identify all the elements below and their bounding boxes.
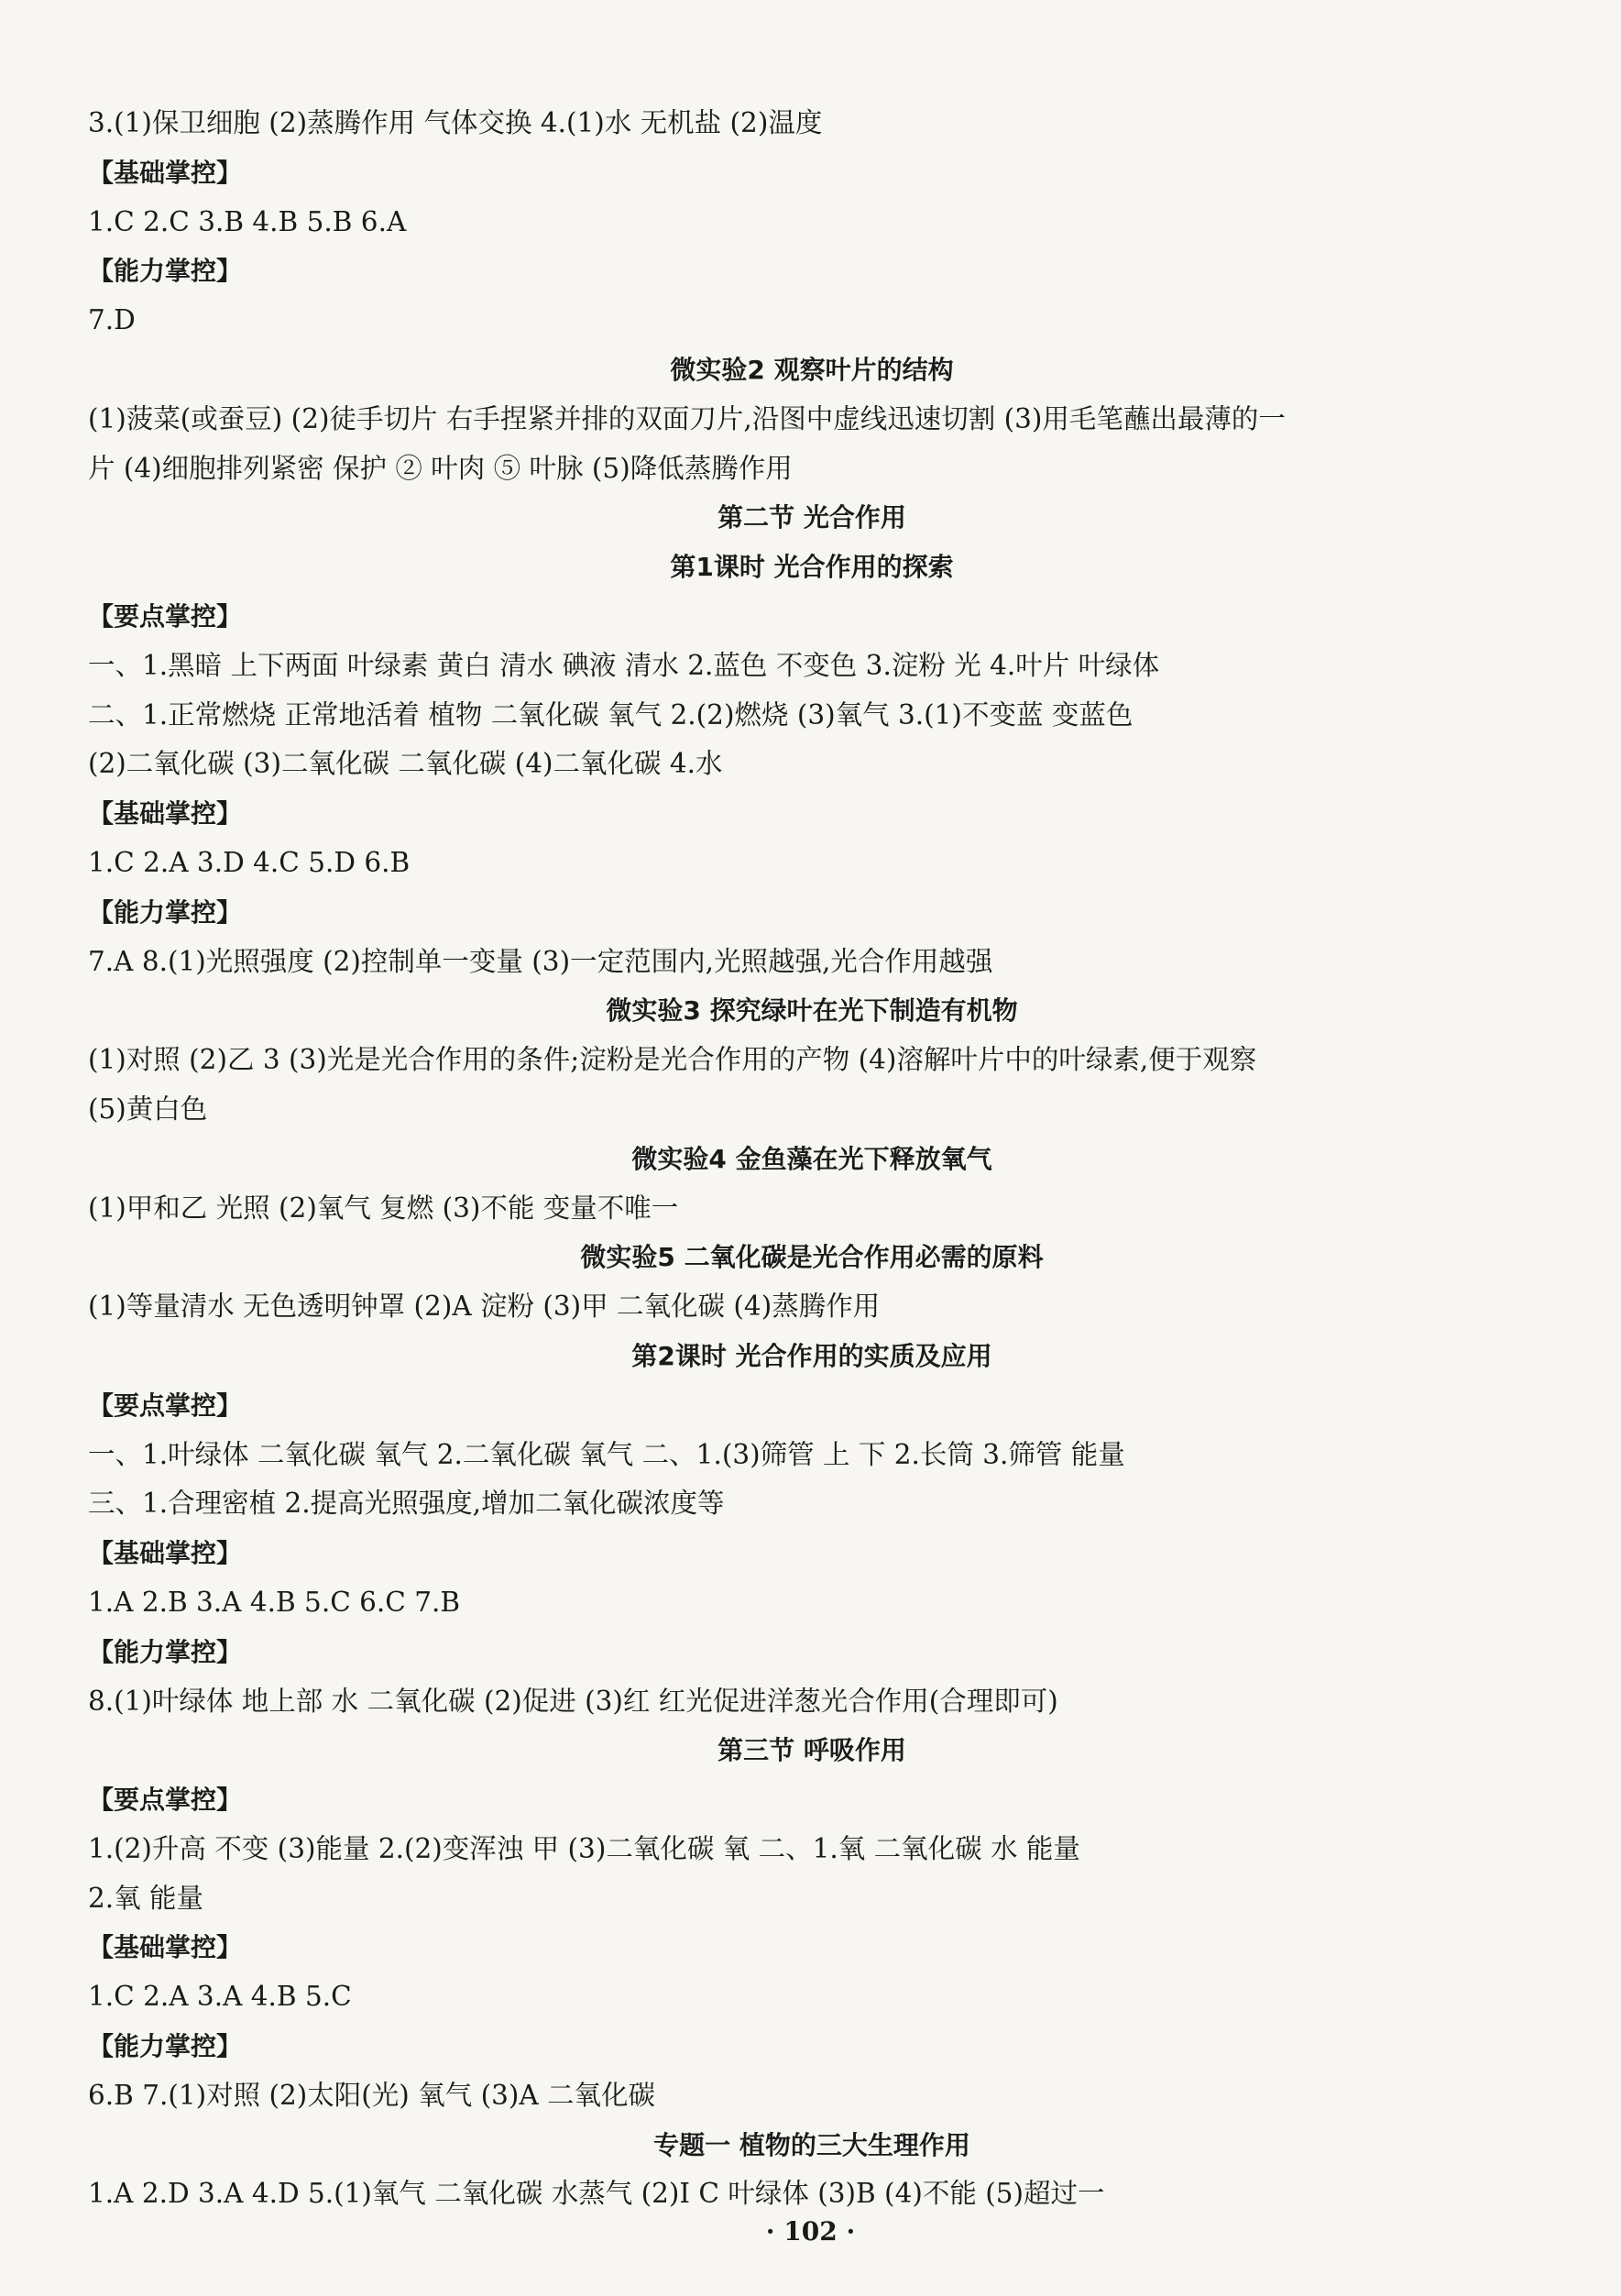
section-heading: 第2课时 光合作用的实质及应用 bbox=[631, 1340, 992, 1371]
subsection-label-line bbox=[88, 2022, 1536, 2071]
subsection-label: 【基础掌控】 bbox=[88, 1932, 243, 1963]
subsection-label: 【基础掌控】 bbox=[88, 1538, 243, 1569]
answer-line: 2.氧 能量 bbox=[88, 1882, 204, 1914]
subsection-label-line bbox=[88, 1775, 1536, 1825]
answer-line: 二、1.正常燃烧 正常地活着 植物 二氧化碳 氧气 2.(2)燃烧 (3)氧气 3.(1)不变蓝 变蓝色 bbox=[88, 698, 1134, 731]
subsection-label-line bbox=[88, 789, 1536, 839]
subsection-label-line bbox=[88, 148, 1536, 198]
answer-line: (1)对照 (2)乙 3 (3)光是光合作用的条件;淀粉是光合作用的产物 (4)溶解叶片中的叶绿素,便于观察 bbox=[88, 1044, 1257, 1076]
answer-line: 1.C 2.C 3.B 4.B 5.B 6.A bbox=[88, 205, 407, 237]
subsection-label-line bbox=[88, 592, 1536, 642]
page-number: · 102 · bbox=[765, 2216, 856, 2247]
subsection-label: 【基础掌控】 bbox=[88, 157, 243, 188]
section-heading: 微实验2 观察叶片的结构 bbox=[670, 354, 954, 385]
section-heading: 第1课时 光合作用的探索 bbox=[670, 552, 954, 583]
subsection-label-line bbox=[88, 1923, 1536, 1972]
answer-line: 7.A 8.(1)光照强度 (2)控制单一变量 (3)一定范围内,光照越强,光合作用越强 bbox=[88, 945, 993, 977]
answer-line: 7.D bbox=[88, 304, 136, 336]
answer-line: 三、1.合理密植 2.提高光照强度,增加二氧化碳浓度等 bbox=[88, 1488, 725, 1520]
answer-line: 1.A 2.B 3.A 4.B 5.C 6.C 7.B bbox=[88, 1586, 461, 1618]
answer-line: 一、1.黑暗 上下两面 叶绿素 黄白 清水 碘液 清水 2.蓝色 不变色 3.淀粉 光 4.叶片 叶绿体 bbox=[88, 649, 1160, 681]
answer-line: 片 (4)细胞排列紧密 保护 ② 叶肉 ⑤ 叶脉 (5)降低蒸腾作用 bbox=[88, 452, 793, 484]
answer-line: 1.(2)升高 不变 (3)能量 2.(2)变浑浊 甲 (3)二氧化碳 氧 二、1.氧 二氧化碳 水 能量 bbox=[88, 1832, 1080, 1864]
answer-line: 8.(1)叶绿体 地上部 水 二氧化碳 (2)促进 (3)红 红光促进洋葱光合作用(合理即可) bbox=[88, 1685, 1058, 1717]
subsection-label-line bbox=[88, 888, 1536, 938]
answer-line: 1.C 2.A 3.D 4.C 5.D 6.B bbox=[88, 846, 411, 878]
subsection-label: 【能力掌控】 bbox=[88, 896, 243, 928]
answer-line: (1)等量清水 无色透明钟罩 (2)A 淀粉 (3)甲 二氧化碳 (4)蒸腾作用 bbox=[88, 1291, 881, 1323]
subsection-label: 【要点掌控】 bbox=[88, 1785, 243, 1816]
subsection-label: 【能力掌控】 bbox=[88, 1636, 243, 1667]
subsection-label: 【基础掌控】 bbox=[88, 798, 243, 829]
answer-line: (2)二氧化碳 (3)二氧化碳 二氧化碳 (4)二氧化碳 4.水 bbox=[88, 748, 723, 780]
subsection-label-line bbox=[88, 1529, 1536, 1578]
answer-line: 一、1.叶绿体 二氧化碳 氧气 2.二氧化碳 氧气 二、1.(3)筛管 上 下 2.长筒 3.筛管 能量 bbox=[88, 1438, 1125, 1470]
answer-line: (5)黄白色 bbox=[88, 1093, 208, 1125]
answer-line: (1)菠菜(或蚕豆) (2)徒手切片 右手捏紧并排的双面刀片,沿图中虚线迅速切割 (3)用毛笔蘸出最薄的一 bbox=[88, 402, 1286, 434]
subsection-label-line bbox=[88, 247, 1536, 296]
section-heading: 第三节 呼吸作用 bbox=[717, 1735, 906, 1766]
subsection-label-line bbox=[88, 1628, 1536, 1677]
answer-content bbox=[88, 99, 1536, 2219]
subsection-label: 【能力掌控】 bbox=[88, 2031, 243, 2062]
subsection-label: 【要点掌控】 bbox=[88, 1390, 243, 1421]
answer-line: 6.B 7.(1)对照 (2)太阳(光) 氧气 (3)A 二氧化碳 bbox=[88, 2079, 656, 2111]
section-heading: 第二节 光合作用 bbox=[717, 502, 906, 533]
answer-line: 1.C 2.A 3.A 4.B 5.C bbox=[88, 1981, 352, 2013]
answer-line: 3.(1)保卫细胞 (2)蒸腾作用 气体交换 4.(1)水 无机盐 (2)温度 bbox=[88, 107, 823, 138]
section-heading: 微实验5 二氧化碳是光合作用必需的原料 bbox=[580, 1242, 1044, 1273]
section-heading: 微实验3 探究绿叶在光下制造有机物 bbox=[606, 995, 1018, 1027]
subsection-label-line bbox=[88, 1381, 1536, 1431]
subsection-label: 【要点掌控】 bbox=[88, 600, 243, 632]
section-heading: 微实验4 金鱼藻在光下释放氧气 bbox=[631, 1143, 992, 1174]
answer-line: (1)甲和乙 光照 (2)氧气 复燃 (3)不能 变量不唯一 bbox=[88, 1192, 679, 1224]
section-heading: 专题一 植物的三大生理作用 bbox=[653, 2129, 970, 2160]
subsection-label: 【能力掌控】 bbox=[88, 256, 243, 287]
answer-line: 1.A 2.D 3.A 4.D 5.(1)氧气 二氧化碳 水蒸气 (2)Ⅰ C 叶绿体 (3)B (4)不能 (5)超过一 bbox=[88, 2178, 1105, 2210]
